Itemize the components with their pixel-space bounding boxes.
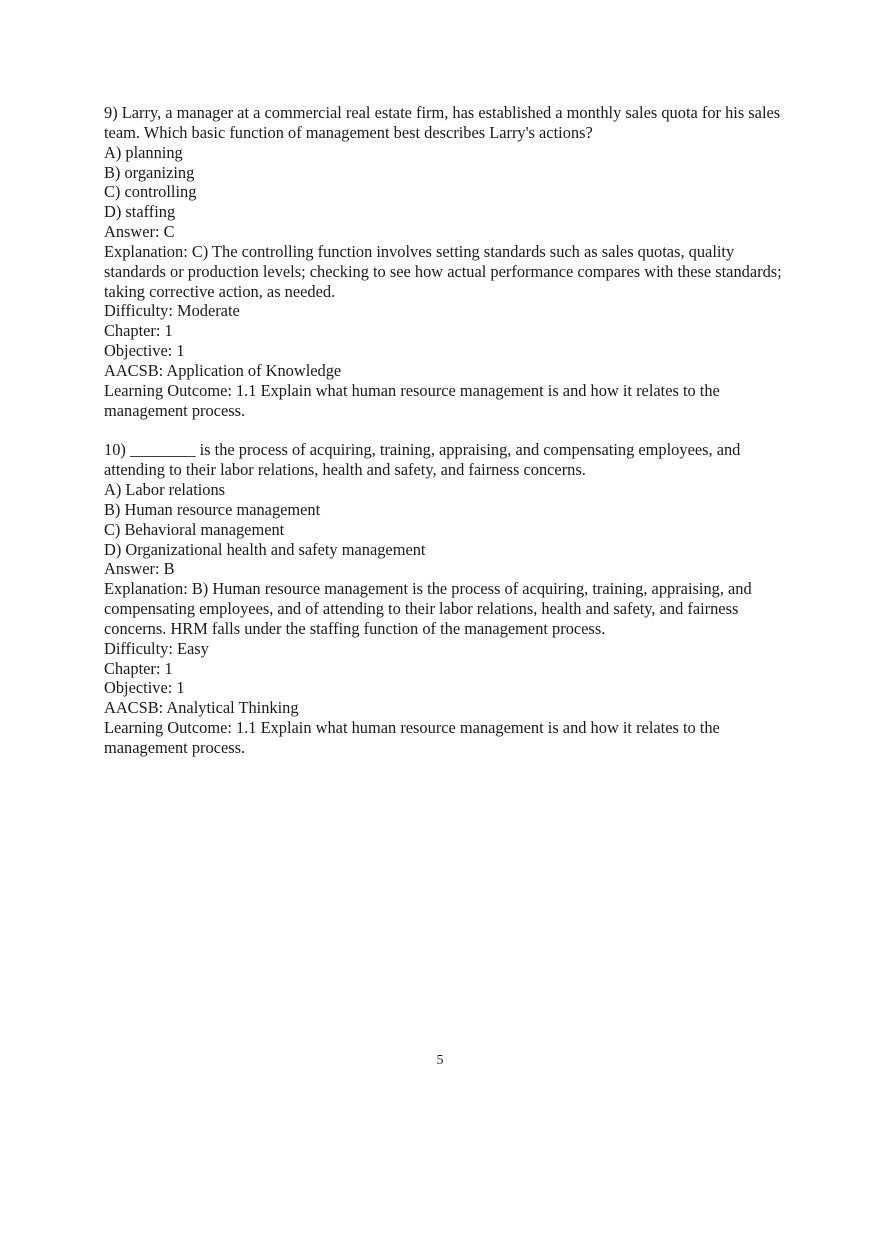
difficulty: Difficulty: Easy <box>104 638 209 658</box>
option-c: C) Behavioral management <box>104 519 285 539</box>
aacsb: AACSB: Analytical Thinking <box>104 698 299 718</box>
question-10 <box>104 440 784 758</box>
option-d: D) staffing <box>104 202 176 222</box>
aacsb: AACSB: Application of Knowledge <box>104 360 342 380</box>
question-spacer <box>104 421 784 441</box>
chapter: Chapter: 1 <box>104 321 173 341</box>
question-9 <box>104 103 784 421</box>
objective: Objective: 1 <box>104 341 185 361</box>
option-b: B) Human resource management <box>104 499 321 519</box>
question-stem: 10) ________ is the process of acquiring, training, appraising, and compensating employees, and attending to their labor relations, health and safety, and fairness concerns. <box>104 440 741 480</box>
explanation: Explanation: B) Human resource management is the process of acquiring, training, appraising, and compensating employees, and of attending to their labor relations, health and safety, and fairness concerns. HRM falls under the staffing function of the management process. <box>104 579 752 638</box>
option-d: D) Organizational health and safety management <box>104 539 426 559</box>
page-content <box>104 103 784 758</box>
learning-outcome: Learning Outcome: 1.1 Explain what human resource management is and how it relates to the management process. <box>104 380 720 420</box>
explanation: Explanation: C) The controlling function involves setting standards such as sales quotas, quality standards or production levels; checking to see how actual performance compares with these standards; taking corrective action, as needed. <box>104 241 782 301</box>
chapter: Chapter: 1 <box>104 658 173 678</box>
answer: Answer: B <box>104 559 175 579</box>
learning-outcome: Learning Outcome: 1.1 Explain what human resource management is and how it relates to the management process. <box>104 718 720 757</box>
option-c: C) controlling <box>104 182 197 202</box>
option-a: A) planning <box>104 142 183 162</box>
question-stem: 9) Larry, a manager at a commercial real estate firm, has established a monthly sales quota for his sales team. Which basic function of management best describes Larry's actions? <box>104 103 781 142</box>
objective: Objective: 1 <box>104 678 185 698</box>
option-a: A) Labor relations <box>104 480 226 500</box>
option-b: B) organizing <box>104 162 195 182</box>
page-number: 5 <box>436 1053 444 1068</box>
difficulty: Difficulty: Moderate <box>104 301 240 321</box>
answer: Answer: C <box>104 222 175 242</box>
